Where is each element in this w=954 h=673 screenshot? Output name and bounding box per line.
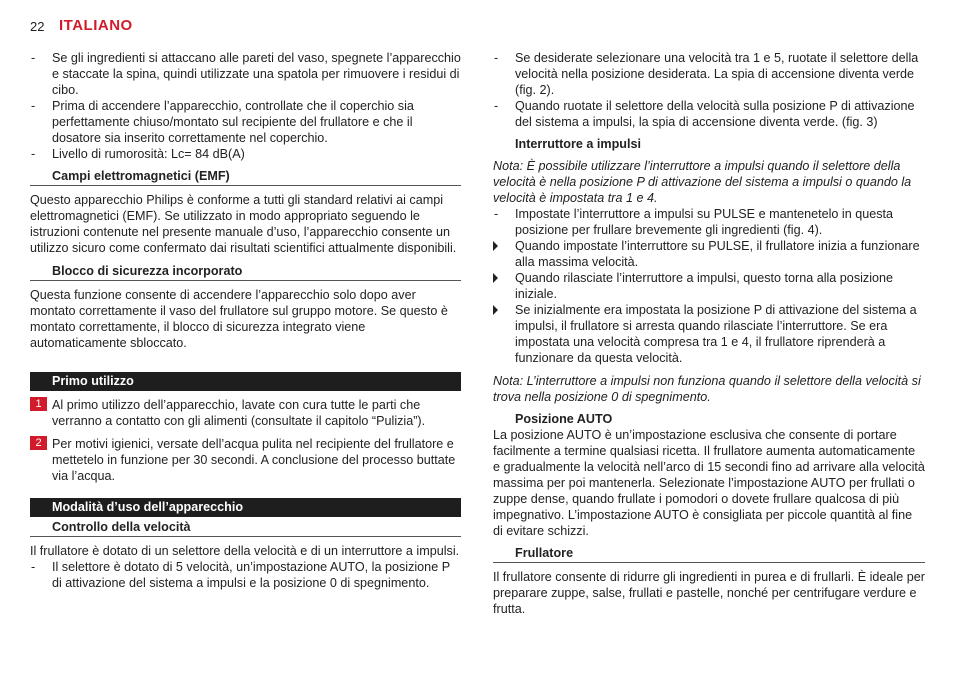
left-column [30,50,461,591]
pulse-heading: Interruttore a impulsi [515,137,641,151]
lock-heading: Blocco di sicurezza incorporato [30,263,461,281]
step-2 [30,436,461,484]
list-item: - Quando ruotate il selettore della velocità sulla posizione P di attivazione del sistema a impulsi, la spia di accensione diventa verde. (fig. 3) [493,98,925,130]
speed-text: Il frullatore è dotato di un selettore della velocità e di un interruttore a impulsi. [30,544,460,558]
step-1 [30,397,461,429]
emf-heading: Campi elettromagnetici (EMF) [30,168,461,186]
lock-text: Questa funzione consente di accendere l’apparecchio solo dopo aver montato correttamente il vaso del frullatore sul gruppo motore. Se questo è montato correttamente, il blocco di sicurezza integrato viene automaticamente sbloccato. [30,288,448,350]
first-use-heading: Primo utilizzo [30,372,461,391]
step-text: Per motivi igienici, versate dell’acqua pulita nel recipiente del frullatore e mettetelo in funzione per 30 secondi. A conclusione del processo buttate via l’acqua. [52,437,456,483]
list-item: Se inizialmente era impostata la posizione P di attivazione del sistema a impulsi, il frullatore si arresta quando rilasciate l’interruttore. Se era impostata una velocità compresa tra 1 e 4, il frullatore riprenderà a funzionare da questa velocità. [493,302,925,366]
list-item: - Livello di rumorosità: Lc= 84 dB(A) [30,146,461,162]
usage-heading: Modalità d’uso dell’apparecchio [30,498,461,517]
blender-heading: Frullatore [493,545,925,563]
step-number: 1 [30,397,47,411]
right-column [493,50,925,617]
list-item: Quando rilasciate l’interruttore a impulsi, questo torna alla posizione iniziale. [493,270,925,302]
list-item: - Il selettore è dotato di 5 velocità, un’impostazione AUTO, la posizione P di attivazione del sistema a impulsi e la posizione 0 di spegnimento. [30,559,461,591]
step-number: 2 [30,436,47,450]
pulse-note-2: Nota: L’interruttore a impulsi non funziona quando il selettore della velocità si trova nella posizione 0 di spegnimento. [493,374,921,404]
list-item: - Impostate l’interruttore a impulsi su PULSE e mantenetelo in questa posizione per frullare brevemente gli ingredienti (fig. 4). [493,206,925,238]
page-number: 22 [30,19,45,34]
auto-heading: Posizione AUTO [515,412,613,426]
pulse-note: Nota: È possibile utilizzare l’interruttore a impulsi quando il selettore della velocità è nella posizione P di attivazione del sistema a impulsi o quando la velocità è impostata tra 1 e 4. [493,159,912,205]
language-title: ITALIANO [59,17,133,34]
auto-text: La posizione AUTO è un’impostazione esclusiva che consente di portare facilmente a termine qualsiasi ricetta. Il frullatore aumenta automaticamente e gradualmente la velocità nell’arco di 15 secondi fino ad arrivare alla velocità massima per poi mantenerla. Selezionate l’impostazione AUTO per frullati o zuppe dense, quando frullate i pomodori o dovete frullare qualcosa di più impegnativo. L’impostazione AUTO è consigliata per piccole quantità al fine di evitare schizzi. [493,428,925,538]
speed-heading: Controllo della velocità [30,519,461,537]
list-item: - Se desiderate selezionare una velocità tra 1 e 5, ruotate il selettore della velocità nella posizione desiderata. La spia di accensione diventa verde (fig. 2). [493,50,925,98]
list-item: Quando impostate l’interruttore su PULSE, il frullatore inizia a funzionare alla massima velocità. [493,238,925,270]
step-text: Al primo utilizzo dell’apparecchio, lavate con cura tutte le parti che verranno a contatto con gli alimenti (consultate il capitolo “Pulizia”). [52,398,426,428]
emf-text: Questo apparecchio Philips è conforme a tutti gli standard relativi ai campi elettromagnetici (EMF). Se utilizzato in modo appropriato seguendo le istruzioni contenute nel presente manuale d’uso, l’apparecchio consente un utilizzo sicuro come confermato dai risultati scientifici attualmente disponibili. [30,193,457,255]
list-item: - Prima di accendere l’apparecchio, controllate che il coperchio sia perfettamente chiuso/montato sul recipiente del frullatore e che il dosatore sia inserito correttamente nel coperchio. [30,98,461,146]
blender-text: Il frullatore consente di ridurre gli ingredienti in purea e di frullarli. È ideale per preparare zuppe, salse, frullati e pastelle, nonché per centrifugare verdure e frutta. [493,570,925,616]
list-item: - Se gli ingredienti si attaccano alle pareti del vaso, spegnete l’apparecchio e staccate la spina, quindi utilizzate una spatola per rimuovere i residui di cibo. [30,50,461,98]
